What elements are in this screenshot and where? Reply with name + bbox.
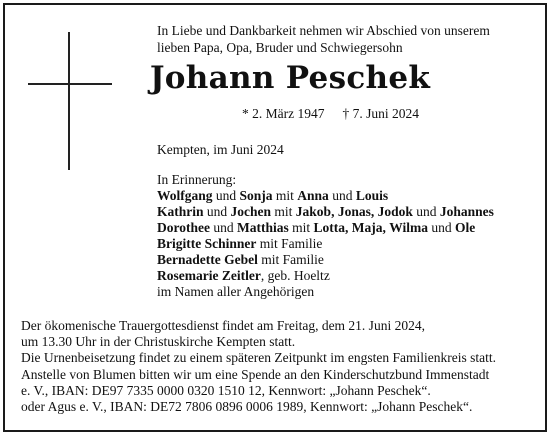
service-line: um 13.30 Uhr in der Christuskirche Kempten statt.	[21, 334, 296, 350]
cross-vertical-bar	[68, 32, 70, 170]
mourner-name: Jodok	[377, 204, 413, 219]
memory-heading: In Erinnerung:	[157, 172, 237, 187]
birth-date: * 2. März 1947	[242, 106, 325, 121]
mourner-line-3: Dorothee und Matthias mit Lotta, Maja, Wilma und Ole	[157, 220, 476, 235]
service-line: Der ökomenische Trauergottesdienst findet am Freitag, dem 21. Juni 2024,	[21, 318, 425, 333]
mourner-name: Maja	[351, 220, 383, 235]
mourner-name: Lotta	[313, 220, 346, 235]
mourner-name: Bernadette Gebel	[157, 252, 258, 267]
death-date: † 7. Juni 2024	[342, 106, 419, 121]
mourner-name: Matthias	[237, 220, 289, 235]
deceased-name: Johann Peschek	[149, 60, 431, 96]
burial-line: Die Urnenbeisetzung findet zu einem späteren Zeitpunkt im engsten Familienkreis statt.	[21, 350, 496, 366]
mourner-name: Johannes	[439, 204, 494, 219]
family-suffix: mit Familie	[259, 236, 323, 251]
service-info	[21, 318, 541, 415]
mourner-name: Jonas	[337, 204, 371, 219]
mourner-name: Jakob	[295, 204, 332, 219]
family-suffix: mit Familie	[261, 252, 324, 267]
mourner-name: Wolfgang	[157, 188, 213, 203]
mourner-name: Sonja	[239, 188, 273, 203]
life-dates	[242, 106, 419, 122]
maiden-name: , geb. Hoeltz	[260, 268, 330, 283]
mourner-name: Ole	[455, 220, 476, 235]
mourner-name: Jochen	[230, 204, 272, 219]
mourner-line-5	[157, 252, 324, 268]
all-relatives: im Namen aller Angehörigen	[157, 284, 315, 299]
mourner-line-1: Wolfgang und Sonja mit Anna und Louis	[157, 188, 389, 203]
mourner-name: Wilma	[389, 220, 429, 235]
mourner-line-4	[157, 236, 322, 252]
mourner-name: Anna	[297, 188, 329, 203]
donation-line: oder Agus e. V., IBAN: DE72 7806 0896 0006 1989, Kennwort: „Johann Peschek“.	[21, 399, 473, 415]
intro-line-1: In Liebe und Dankbarkeit nehmen wir Abschied von unserem	[157, 23, 490, 38]
mourner-name: Louis	[355, 188, 389, 203]
donation-line: e. V., IBAN: DE97 7335 0000 0320 1510 12, Kennwort: „Johann Peschek“.	[21, 382, 431, 398]
mourner-line-6	[157, 268, 330, 284]
mourner-name: Brigitte Schinner	[157, 236, 257, 251]
mourner-name: Kathrin	[157, 204, 204, 219]
mourner-name: Dorothee	[157, 220, 210, 235]
intro-line-2: lieben Papa, Opa, Bruder und Schwiegersohn	[157, 40, 403, 55]
mourner-name: Rosemarie Zeitler	[157, 268, 261, 283]
place-date: Kempten, im Juni 2024	[157, 142, 284, 157]
mourner-line-2: Kathrin und Jochen mit Jakob, Jonas, Jodok und Johannes	[157, 204, 494, 219]
donation-line: Anstelle von Blumen bitten wir um eine Spende an den Kinderschutzbund Immenstadt	[21, 366, 490, 382]
